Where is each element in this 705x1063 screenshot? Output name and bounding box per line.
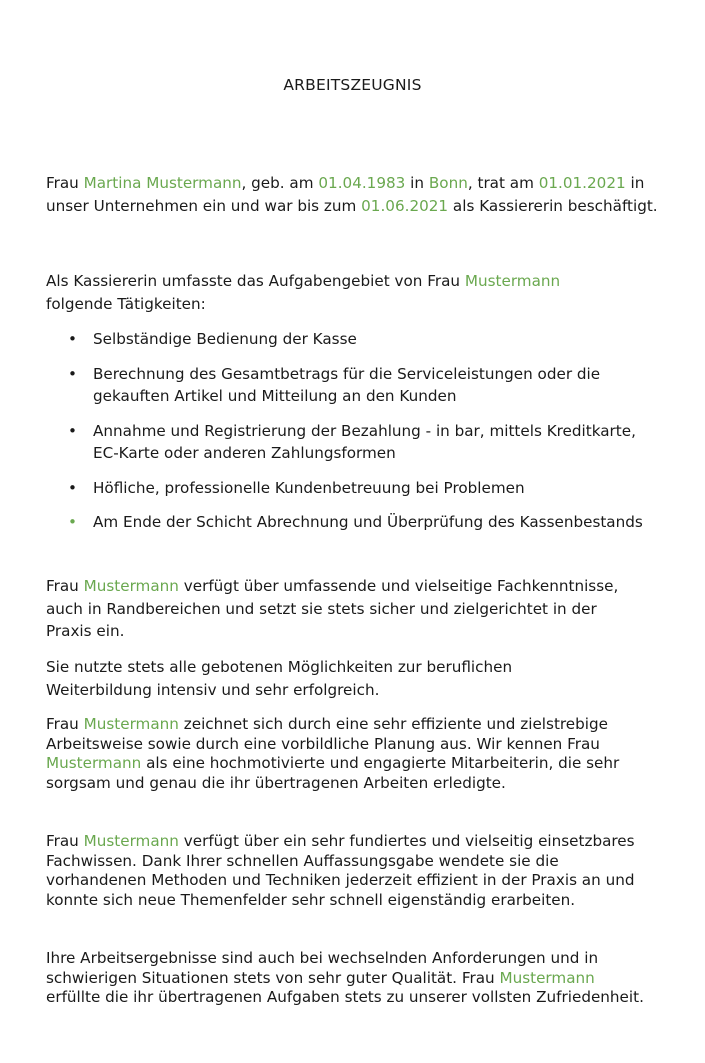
expertise-paragraph: [46, 832, 651, 910]
work-style-paragraph: [46, 715, 646, 793]
list-item: [46, 328, 666, 351]
employee-surname: Mustermann: [499, 968, 595, 987]
tasks-intro-paragraph: [46, 270, 606, 315]
document-title: ARBEITSZEUGNIS: [283, 76, 422, 94]
intro-text-3: in: [405, 174, 429, 192]
results-paragraph: [46, 949, 646, 1008]
bullet-icon: •: [68, 421, 77, 440]
list-item: [46, 420, 666, 465]
tasks-intro-text-2: folgende Tätigkeiten:: [46, 294, 206, 313]
task-text: Berechnung des Gesamtbetrags für die Serviceleistungen oder die gekauften Artikel und Mitteilung an den Kunden: [93, 364, 601, 405]
intro-text-5: in unser Unternehmen ein und war bis zum: [46, 174, 645, 215]
tasks-intro-text-1: Als Kassiererin umfasste das Aufgabengebiet von Frau: [46, 272, 465, 290]
results-text-1: Ihre Arbeitsergebnisse sind auch bei wechselnden Anforderungen und in schwierigen Situationen stets von sehr guter Qualität. Frau: [46, 949, 599, 987]
training-paragraph: Sie nutzte stets alle gebotenen Möglichkeiten zur beruflichen Weiterbildung intensiv und sehr erfolgreich.: [46, 658, 513, 699]
intro-text-2: , geb. am: [241, 174, 319, 192]
list-item: [46, 363, 666, 408]
employee-surname: Mustermann: [46, 754, 142, 773]
list-item: [46, 511, 666, 534]
employee-surname: Mustermann: [83, 715, 179, 733]
employee-surname: Mustermann: [83, 577, 179, 595]
intro-text-1: Frau: [46, 174, 84, 192]
list-item: [46, 477, 666, 500]
bullet-icon: •: [68, 478, 77, 497]
employee-surname: Mustermann: [83, 832, 179, 850]
work-style-text-2: zeichnet sich durch eine sehr effiziente und zielstrebige Arbeitsweise sowie durch eine vorbildliche Planung aus. Wir kennen Frau: [46, 715, 608, 753]
task-text: Am Ende der Schicht Abrechnung und Überprüfung des Kassenbestands: [93, 513, 643, 531]
employee-name: Martina Mustermann: [83, 174, 242, 192]
work-style-text-3: als eine hochmotivierte und engagierte Mitarbeiterin, die sehr sorgsam und genau die ihr übertragenen Arbeiten erledigte.: [46, 754, 620, 792]
bullet-icon: •: [68, 330, 77, 348]
start-date: 01.01.2021: [538, 174, 626, 192]
task-list: [46, 328, 666, 546]
results-text-2: erfüllte die ihr übertragenen Aufgaben stets zu unserer vollsten Zufriedenheit.: [46, 988, 644, 1007]
employee-surname: Mustermann: [464, 272, 561, 290]
birth-date: 01.04.1983: [318, 174, 406, 192]
intro-text-4: , trat am: [467, 174, 539, 192]
end-date: 01.06.2021: [361, 196, 449, 215]
task-text: Selbständige Bedienung der Kasse: [93, 330, 357, 348]
bullet-icon: •: [68, 513, 77, 531]
knowledge-paragraph: [46, 575, 621, 643]
expertise-text-2: verfügt über ein sehr fundiertes und vielseitig einsetzbares Fachwissen. Dank Ihrer schnellen Auffassungsgabe wendete sie die vorhandenen Methoden und Techniken jederzeit effizient in der Praxis an und konnte sich neue Themenfelder sehr schnell eigenständig erarbeiten.: [46, 832, 635, 909]
birth-place: Bonn: [428, 174, 468, 192]
work-style-text-1: Frau: [46, 715, 84, 733]
task-text: Höfliche, professionelle Kundenbetreuung bei Problemen: [93, 478, 525, 497]
knowledge-text-2: verfügt über umfassende und vielseitige Fachkenntnisse, auch in Randbereichen und setzt sie stets sicher und zielgerichtet in der Praxis ein.: [46, 577, 619, 640]
knowledge-text-1: Frau: [46, 577, 84, 595]
expertise-text-1: Frau: [46, 832, 84, 850]
intro-paragraph: [46, 172, 666, 217]
task-text: Annahme und Registrierung der Bezahlung - in bar, mittels Kreditkarte, EC-Karte oder anderen Zahlungsformen: [93, 421, 636, 462]
intro-text-6: als Kassiererin beschäftigt.: [448, 196, 658, 215]
bullet-icon: •: [68, 364, 77, 383]
